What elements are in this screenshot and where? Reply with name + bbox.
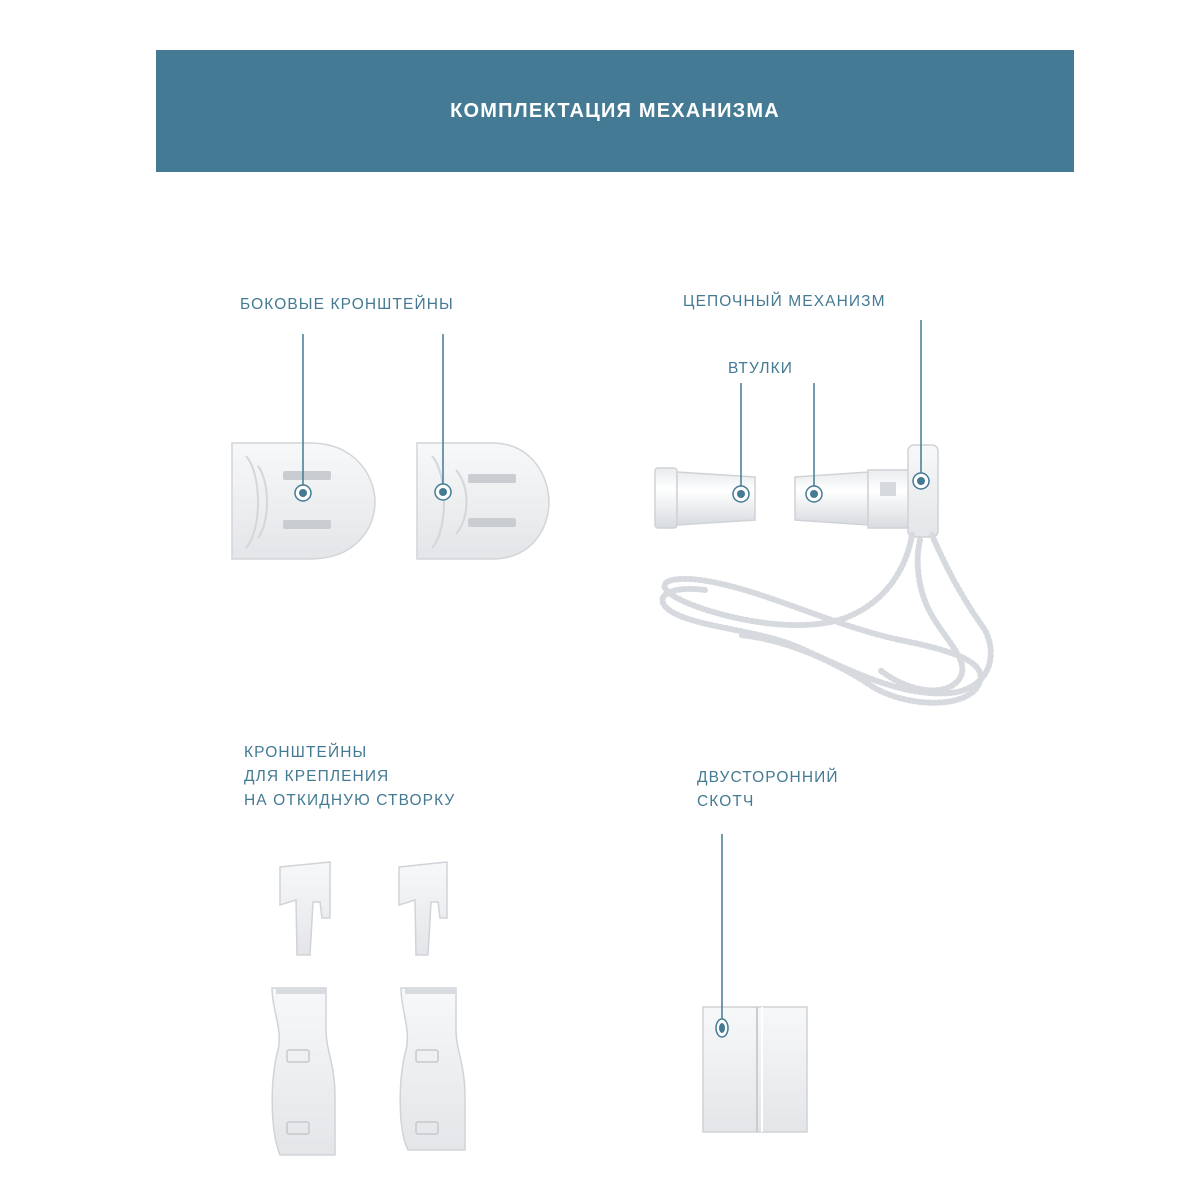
sash-clip-bottom-left: [272, 988, 335, 1155]
sash-brackets-label-line-1: КРОНШТЕЙНЫ: [244, 744, 368, 761]
side-bracket-left-marker: [295, 485, 311, 501]
callout-lines: [303, 320, 921, 1020]
side-bracket-right: [417, 443, 549, 559]
sleeve-left-marker: [733, 486, 749, 502]
sash-clip-top-left: [280, 862, 330, 955]
sleeves-label: ВТУЛКИ: [728, 360, 794, 377]
chain-mechanism-marker: [913, 473, 929, 489]
sash-brackets-label-line-3: НА ОТКИДНУЮ СТВОРКУ: [244, 792, 456, 809]
sash-brackets-label-line-2: ДЛЯ КРЕПЛЕНИЯ: [244, 768, 390, 785]
double-tape-label-line-2: СКОТЧ: [697, 793, 755, 810]
bead-chain: [662, 535, 990, 703]
sash-clip-bottom-right: [400, 988, 465, 1150]
callout-markers: [295, 473, 929, 1037]
chain-mechanism-label: ЦЕПОЧНЫЙ МЕХАНИЗМ: [683, 293, 886, 310]
side-bracket-right-marker: [435, 484, 451, 500]
sash-clip-top-right: [399, 862, 447, 955]
double-tape-label-line-1: ДВУСТОРОННИЙ: [697, 769, 839, 786]
page-title: КОМПЛЕКТАЦИЯ МЕХАНИЗМА: [450, 99, 780, 122]
double-tape-marker: [716, 1019, 728, 1037]
sleeve-right-marker: [806, 486, 822, 502]
side-brackets-label: БОКОВЫЕ КРОНШТЕЙНЫ: [240, 296, 454, 313]
